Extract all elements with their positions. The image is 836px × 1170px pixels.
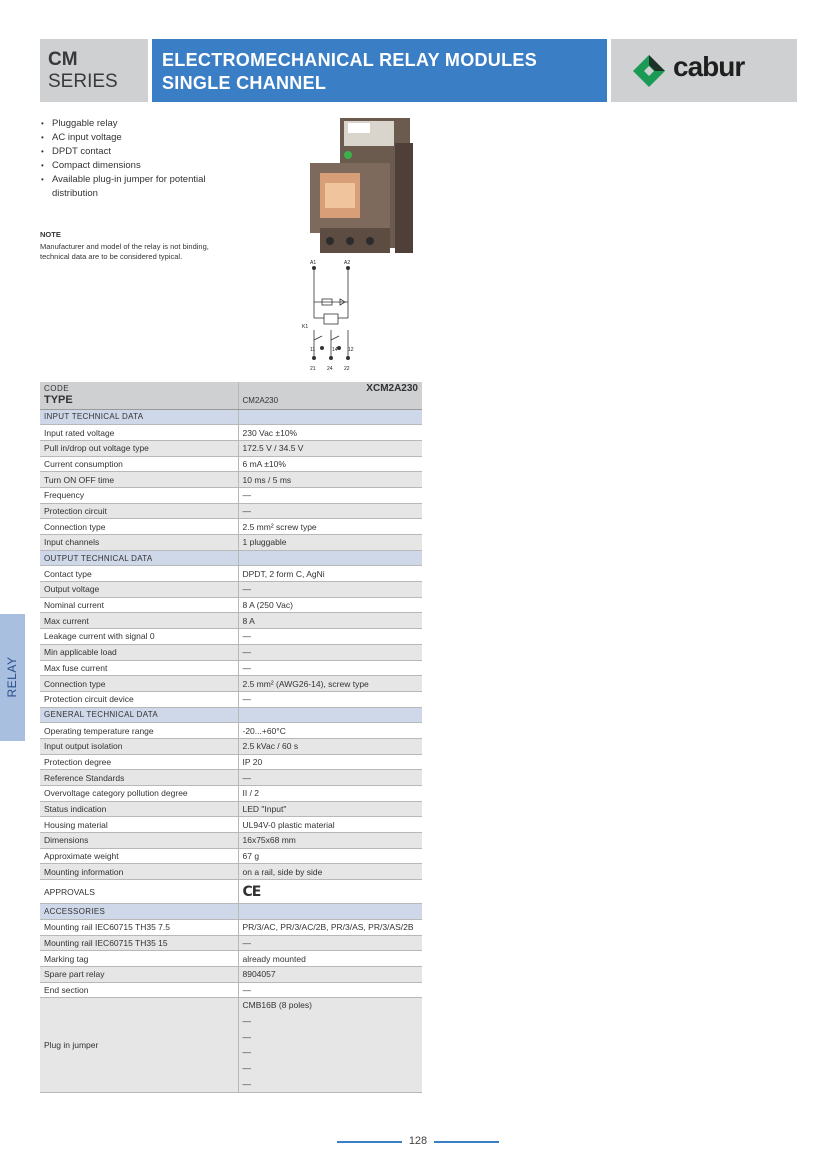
section-spacer [238, 409, 422, 425]
header-labels [40, 382, 238, 409]
spec-label: Mounting information [40, 864, 238, 880]
spec-label: Current consumption [40, 456, 238, 472]
spec-value: 8904057 [238, 966, 422, 982]
spec-value: -20...+60°C [238, 723, 422, 739]
spec-value: 8 A [238, 613, 422, 629]
jumper-value: — [242, 1078, 251, 1089]
spec-label: Output voltage [40, 582, 238, 598]
approvals-cell [238, 880, 422, 904]
spec-value: on a rail, side by side [238, 864, 422, 880]
table-row [40, 951, 422, 967]
spec-label: Spare part relay [40, 966, 238, 982]
jumper-value: CMB16B (8 poles) [242, 1000, 312, 1011]
code-label: CODE [44, 383, 70, 393]
table-header-row [40, 382, 422, 409]
spec-value: 2.5 mm² (AWG26-14), screw type [238, 676, 422, 692]
header-values [238, 382, 422, 409]
jumper-value: — [242, 1015, 251, 1026]
section-spacer [238, 904, 422, 920]
spec-label: Connection type [40, 676, 238, 692]
terminal-label: A2 [344, 260, 351, 266]
series-word: SERIES [48, 71, 118, 92]
table-row [40, 676, 422, 692]
spec-label: Mounting rail IEC60715 TH35 7.5 [40, 919, 238, 935]
terminal-label: A1 [310, 260, 317, 266]
spec-label: Input rated voltage [40, 425, 238, 441]
jumper-label: Plug in jumper [40, 998, 238, 1093]
page-number: 128 [402, 1135, 434, 1147]
spec-value: 6 mA ±10% [238, 456, 422, 472]
type-label: TYPE [44, 393, 73, 406]
section-title: OUTPUT TECHNICAL DATA [40, 550, 238, 566]
note-block [40, 230, 240, 262]
table-row [40, 487, 422, 503]
terminal-label: 11 [310, 347, 316, 353]
section-title: GENERAL TECHNICAL DATA [40, 707, 238, 723]
table-row [40, 519, 422, 535]
spec-value: — [238, 582, 422, 598]
table-row [40, 770, 422, 786]
spec-value: UL94V-0 plastic material [238, 817, 422, 833]
table-row [40, 919, 422, 935]
terminal-label: 21 [310, 366, 316, 372]
table-row [40, 644, 422, 660]
spec-value: — [238, 982, 422, 998]
table-row [40, 864, 422, 880]
spec-label: End section [40, 982, 238, 998]
spec-value: IP 20 [238, 754, 422, 770]
table-row [40, 425, 422, 441]
side-tab [0, 614, 25, 741]
series-box [40, 39, 148, 102]
spec-label: Overvoltage category pollution degree [40, 786, 238, 802]
spec-value: 230 Vac ±10% [238, 425, 422, 441]
spec-value: — [238, 770, 422, 786]
spec-value: 172.5 V / 34.5 V [238, 440, 422, 456]
spec-label: Nominal current [40, 597, 238, 613]
table-row [40, 723, 422, 739]
spec-value: — [238, 935, 422, 951]
approvals-row [40, 880, 422, 904]
table-row [40, 440, 422, 456]
spec-value: already mounted [238, 951, 422, 967]
spec-label: Housing material [40, 817, 238, 833]
spec-label: Pull in/drop out voltage type [40, 440, 238, 456]
spec-value: DPDT, 2 form C, AgNi [238, 566, 422, 582]
spec-table [40, 382, 422, 1093]
terminal-label: K1 [302, 324, 309, 330]
table-row [40, 966, 422, 982]
spec-value: — [238, 644, 422, 660]
spec-value: — [238, 487, 422, 503]
page-title-box [152, 39, 607, 102]
side-tab-label: RELAY [5, 656, 19, 698]
table-row [40, 738, 422, 754]
table-row [40, 582, 422, 598]
spec-value: 16x75x68 mm [238, 833, 422, 849]
wiring-schematic [296, 258, 366, 376]
table-row [40, 660, 422, 676]
logo-mark-icon [631, 53, 671, 89]
spec-value: 10 ms / 5 ms [238, 472, 422, 488]
spec-value: 2.5 mm² screw type [238, 519, 422, 535]
note-text: Manufacturer and model of the relay is not binding, technical data are to be considered typical. [40, 242, 209, 261]
feature-item: • Pluggable relay [40, 117, 250, 131]
spec-value: 2.5 kVac / 60 s [238, 738, 422, 754]
table-row [40, 786, 422, 802]
logo-wordmark: cabur [673, 51, 745, 82]
jumper-row [40, 998, 422, 1093]
jumper-value: — [242, 1047, 251, 1058]
product-image [300, 113, 420, 261]
spec-label: Input channels [40, 535, 238, 551]
table-row [40, 833, 422, 849]
series-code: CM [48, 49, 78, 70]
spec-label: Status indication [40, 801, 238, 817]
spec-label: Contact type [40, 566, 238, 582]
spec-label: Operating temperature range [40, 723, 238, 739]
spec-value: 8 A (250 Vac) [238, 597, 422, 613]
spec-value: II / 2 [238, 786, 422, 802]
ce-mark-icon: CE [242, 883, 261, 900]
jumper-value: — [242, 1031, 251, 1042]
section-row [40, 550, 422, 566]
table-row [40, 691, 422, 707]
table-row [40, 982, 422, 998]
terminal-label: 12 [348, 347, 354, 353]
spec-label: Connection type [40, 519, 238, 535]
table-row [40, 848, 422, 864]
table-row [40, 817, 422, 833]
code-value: XCM2A230 [366, 383, 418, 395]
jumper-value: — [242, 1063, 251, 1074]
spec-value: — [238, 660, 422, 676]
jumper-values [238, 998, 422, 1093]
spec-label: Protection degree [40, 754, 238, 770]
type-value: CM2A230 [242, 396, 279, 406]
spec-value: 67 g [238, 848, 422, 864]
feature-item: • DPDT contact [40, 145, 250, 159]
page-title-line1: ELECTROMECHANICAL RELAY MODULES [162, 50, 537, 70]
table-row [40, 472, 422, 488]
spec-label: Protection circuit [40, 503, 238, 519]
section-title: INPUT TECHNICAL DATA [40, 409, 238, 425]
spec-value: — [238, 691, 422, 707]
brand-logo [611, 39, 797, 102]
spec-label: Approximate weight [40, 848, 238, 864]
spec-label: Frequency [40, 487, 238, 503]
spec-label: Mounting rail IEC60715 TH35 15 [40, 935, 238, 951]
feature-item: • Compact dimensions [40, 159, 250, 173]
terminal-label: 22 [344, 366, 350, 372]
spec-value: — [238, 503, 422, 519]
spec-label: Dimensions [40, 833, 238, 849]
spec-label: Reference Standards [40, 770, 238, 786]
table-row [40, 503, 422, 519]
spec-value: — [238, 629, 422, 645]
approvals-label: APPROVALS [40, 880, 238, 904]
spec-label: Max fuse current [40, 660, 238, 676]
table-row [40, 801, 422, 817]
page-title-line2: SINGLE CHANNEL [162, 73, 327, 93]
table-row [40, 935, 422, 951]
feature-item: • Available plug-in jumper for potential distribution [40, 173, 250, 201]
spec-label: Protection circuit device [40, 691, 238, 707]
spec-label: Marking tag [40, 951, 238, 967]
terminal-label: 24 [327, 366, 333, 372]
table-row [40, 535, 422, 551]
table-row [40, 566, 422, 582]
section-spacer [238, 550, 422, 566]
table-row [40, 613, 422, 629]
section-spacer [238, 707, 422, 723]
feature-item: • AC input voltage [40, 131, 250, 145]
section-row [40, 707, 422, 723]
table-row [40, 629, 422, 645]
spec-label: Leakage current with signal 0 [40, 629, 238, 645]
spec-label: Turn ON OFF time [40, 472, 238, 488]
spec-value: 1 pluggable [238, 535, 422, 551]
terminal-label: 14 [332, 347, 338, 353]
table-row [40, 597, 422, 613]
section-row [40, 904, 422, 920]
spec-value: PR/3/AC, PR/3/AC/2B, PR/3/AS, PR/3/AS/2B [238, 919, 422, 935]
spec-label: Max current [40, 613, 238, 629]
table-row [40, 456, 422, 472]
note-title: NOTE [40, 230, 61, 239]
table-row [40, 754, 422, 770]
spec-value: LED "Input" [238, 801, 422, 817]
spec-label: Min applicable load [40, 644, 238, 660]
section-row [40, 409, 422, 425]
spec-label: Input output isolation [40, 738, 238, 754]
section-title: ACCESSORIES [40, 904, 238, 920]
feature-list [40, 117, 250, 201]
